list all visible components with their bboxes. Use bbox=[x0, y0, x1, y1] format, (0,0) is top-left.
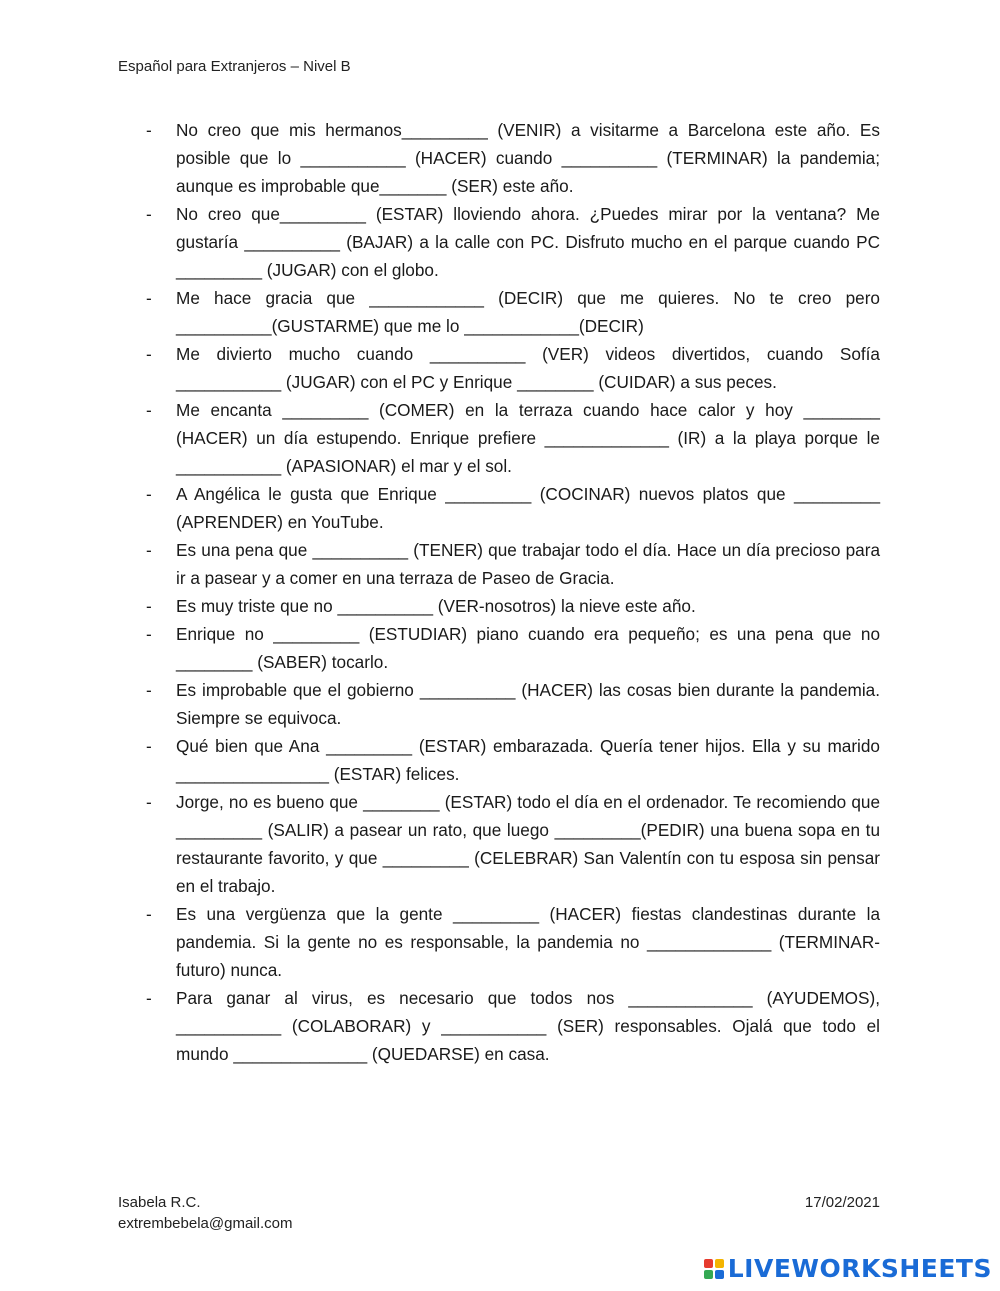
exercise-text: Jorge, no es bueno que ________ (ESTAR) todo el día en el ordenador. Te recomiendo que _________ (SALIR) a pasear un rato, que luego _________(PEDIR) una buena sopa en tu restaurante favorito, y que _________ (CELEBRAR) San Valentín con tu esposa sin pensar en el trabajo. bbox=[176, 792, 880, 896]
exercise-item bbox=[118, 480, 880, 536]
exercise-text: Enrique no _________ (ESTUDIAR) piano cuando era pequeño; es una pena que no ________ (SABER) tocarlo. bbox=[176, 624, 880, 672]
exercise-text: Es muy triste que no __________ (VER-nosotros) la nieve este año. bbox=[176, 596, 696, 616]
logo-text: LIVEWORKSHEETS bbox=[727, 1254, 992, 1283]
document-date: 17/02/2021 bbox=[804, 1194, 880, 1211]
list-marker: - bbox=[146, 400, 152, 420]
list-marker: - bbox=[146, 680, 152, 700]
exercise-item bbox=[118, 788, 880, 900]
exercise-text: Me hace gracia que ____________ (DECIR) que me quieres. No te creo pero __________(GUSTARME) que me lo ____________(DECIR) bbox=[176, 288, 880, 336]
logo-square bbox=[715, 1259, 724, 1268]
author-name: Isabela R.C. bbox=[118, 1194, 201, 1211]
logo-squares-icon bbox=[704, 1259, 724, 1279]
logo-square bbox=[715, 1270, 724, 1279]
exercise-text: No creo que mis hermanos_________ (VENIR) a visitarme a Barcelona este año. Es posible que lo ___________ (HACER) cuando __________ (TERMINAR) la pandemia; aunque es improbable que_______ (SER) este año. bbox=[176, 120, 880, 196]
exercise-item bbox=[118, 620, 880, 676]
exercise-list bbox=[118, 116, 880, 1068]
list-marker: - bbox=[146, 596, 152, 616]
exercise-text: No creo que_________ (ESTAR) lloviendo ahora. ¿Puedes mirar por la ventana? Me gustaría __________ (BAJAR) a la calle con PC. Disfruto mucho en el parque cuando PC _________ (JUGAR) con el globo. bbox=[176, 204, 880, 280]
logo-square bbox=[704, 1259, 713, 1268]
list-marker: - bbox=[146, 624, 152, 644]
exercise-item bbox=[118, 984, 880, 1068]
exercise-item bbox=[118, 536, 880, 592]
exercise-text: Qué bien que Ana _________ (ESTAR) embarazada. Quería tener hijos. Ella y su marido ________________ (ESTAR) felices. bbox=[176, 736, 880, 784]
liveworksheets-logo bbox=[704, 1254, 992, 1283]
exercise-item bbox=[118, 284, 880, 340]
list-marker: - bbox=[146, 988, 152, 1008]
list-marker: - bbox=[146, 904, 152, 924]
exercise-text: Para ganar al virus, es necesario que todos nos _____________ (AYUDEMOS), ___________ (COLABORAR) y ___________ (SER) responsables. Ojalá que todo el mundo ______________ (QUEDARSE) en casa. bbox=[176, 988, 880, 1064]
exercise-text: Es una vergüenza que la gente _________ (HACER) fiestas clandestinas durante la pandemia. Si la gente no es responsable, la pandemia no _____________ (TERMINAR-futuro) nunca. bbox=[176, 904, 880, 980]
course-title: Español para Extranjeros – Nivel B bbox=[118, 58, 351, 75]
exercise-text: Me divierto mucho cuando __________ (VER) videos divertidos, cuando Sofía ___________ (JUGAR) con el PC y Enrique ________ (CUIDAR) a sus peces. bbox=[176, 344, 880, 392]
list-marker: - bbox=[146, 736, 152, 756]
list-marker: - bbox=[146, 344, 152, 364]
exercise-text: Me encanta _________ (COMER) en la terraza cuando hace calor y hoy ________ (HACER) un día estupendo. Enrique prefiere _____________ (IR) a la playa porque le ___________ (APASIONAR) el mar y el sol. bbox=[176, 400, 880, 476]
list-marker: - bbox=[146, 120, 152, 140]
exercise-item bbox=[118, 592, 880, 620]
exercise-item bbox=[118, 116, 880, 200]
exercise-item bbox=[118, 900, 880, 984]
list-marker: - bbox=[146, 540, 152, 560]
exercise-item bbox=[118, 396, 880, 480]
exercise-text: A Angélica le gusta que Enrique _________ (COCINAR) nuevos platos que _________ (APRENDER) en YouTube. bbox=[176, 484, 880, 532]
list-marker: - bbox=[146, 288, 152, 308]
exercise-item bbox=[118, 340, 880, 396]
exercise-item bbox=[118, 200, 880, 284]
author-email: extrembebela@gmail.com bbox=[118, 1215, 293, 1232]
logo-square bbox=[704, 1270, 713, 1279]
list-marker: - bbox=[146, 792, 152, 812]
exercise-text: Es improbable que el gobierno __________ (HACER) las cosas bien durante la pandemia. Siempre se equivoca. bbox=[176, 680, 880, 728]
list-marker: - bbox=[146, 484, 152, 504]
exercise-item bbox=[118, 732, 880, 788]
exercise-item bbox=[118, 676, 880, 732]
list-marker: - bbox=[146, 204, 152, 224]
exercise-text: Es una pena que __________ (TENER) que trabajar todo el día. Hace un día precioso para ir a pasear y a comer en una terraza de Paseo de Gracia. bbox=[176, 540, 880, 588]
author-info bbox=[118, 1192, 292, 1234]
